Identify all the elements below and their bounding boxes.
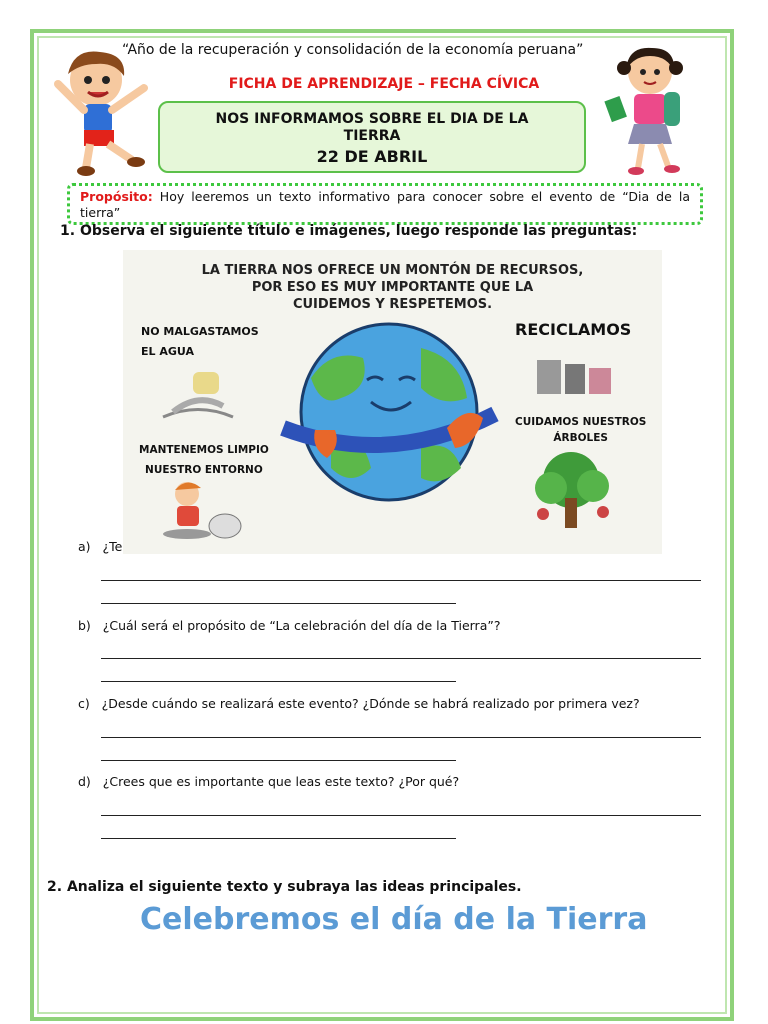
answer-line[interactable] xyxy=(101,838,456,839)
year-heading: “Año de la recuperación y consolidación de la economía peruana” xyxy=(122,42,584,58)
answer-line[interactable] xyxy=(101,658,701,659)
answer-line[interactable] xyxy=(101,603,456,604)
section-2-heading xyxy=(47,879,522,895)
question-c-text: ¿Desde cuándo se realizará este evento? ¿Dónde se habrá realizado por primera vez? xyxy=(101,696,640,711)
poster-trees-2: ÁRBOLES xyxy=(553,432,608,444)
poster-headline-1: LA TIERRA NOS OFRECE UN MONTÓN DE RECURSOS, xyxy=(201,263,584,278)
earth-hug-illustration xyxy=(271,318,507,510)
poster-recycle: RECICLAMOS xyxy=(515,320,632,339)
poster-trees-1: CUIDAMOS NUESTROS xyxy=(515,416,647,428)
boy-illustration xyxy=(48,44,160,176)
section-1-heading xyxy=(60,223,637,239)
answer-line[interactable] xyxy=(101,580,701,581)
question-d-letter: d) xyxy=(78,774,91,789)
faucet-illustration xyxy=(153,362,243,432)
title-box xyxy=(158,101,586,173)
question-d xyxy=(78,774,459,789)
question-b-text: ¿Cuál será el propósito de “La celebración del día de la Tierra”? xyxy=(102,618,501,633)
poster-headline-2: POR ESO ES MUY IMPORTANTE QUE LA xyxy=(251,280,534,295)
purpose-label: Propósito: xyxy=(80,189,153,204)
poster-clean-2: NUESTRO ENTORNO xyxy=(145,464,263,476)
recycle-bins-illustration xyxy=(531,350,621,398)
question-b xyxy=(78,618,500,633)
poster-water-1: NO MALGASTAMOS xyxy=(141,325,259,338)
section-1-number: 1. xyxy=(60,223,76,239)
question-a xyxy=(78,539,122,554)
answer-line[interactable] xyxy=(101,760,456,761)
girl-cleaning-illustration xyxy=(157,476,247,542)
answer-line[interactable] xyxy=(101,681,456,682)
title-line-1: NOS INFORMAMOS SOBRE EL DIA DE LA TIERRA xyxy=(215,111,529,144)
section-2-number: 2. xyxy=(47,879,63,895)
earth-day-poster xyxy=(123,250,662,554)
answer-line[interactable] xyxy=(101,737,701,738)
purpose-text: Hoy leeremos un texto informativo para conocer sobre el evento de “Dia de la tierra” xyxy=(80,189,690,220)
section-2-text: Analiza el siguiente texto y subraya las ideas principales. xyxy=(66,879,522,895)
answer-line[interactable] xyxy=(101,815,701,816)
question-d-text: ¿Crees que es importante que leas este texto? ¿Por qué? xyxy=(102,774,460,789)
worksheet-type: FICHA DE APRENDIZAJE – FECHA CÍVICA xyxy=(228,76,540,92)
section-1-text: Observa el siguiente título e imágenes, luego responde las preguntas: xyxy=(79,223,638,239)
reading-title: Celebremos el día de la Tierra xyxy=(140,902,648,937)
question-c-letter: c) xyxy=(78,696,90,711)
question-b-letter: b) xyxy=(78,618,91,633)
tree-illustration xyxy=(527,450,619,532)
girl-illustration xyxy=(598,40,710,180)
poster-water-2: EL AGUA xyxy=(141,345,195,358)
purpose-box xyxy=(67,183,703,225)
title-date: 22 DE ABRIL xyxy=(316,147,428,166)
question-a-text: ¿Te xyxy=(102,539,123,554)
poster-headline-3: CUIDEMOS Y RESPETEMOS. xyxy=(292,297,493,312)
question-a-letter: a) xyxy=(78,539,91,554)
poster-clean-1: MANTENEMOS LIMPIO xyxy=(139,444,269,456)
question-c xyxy=(78,696,640,711)
